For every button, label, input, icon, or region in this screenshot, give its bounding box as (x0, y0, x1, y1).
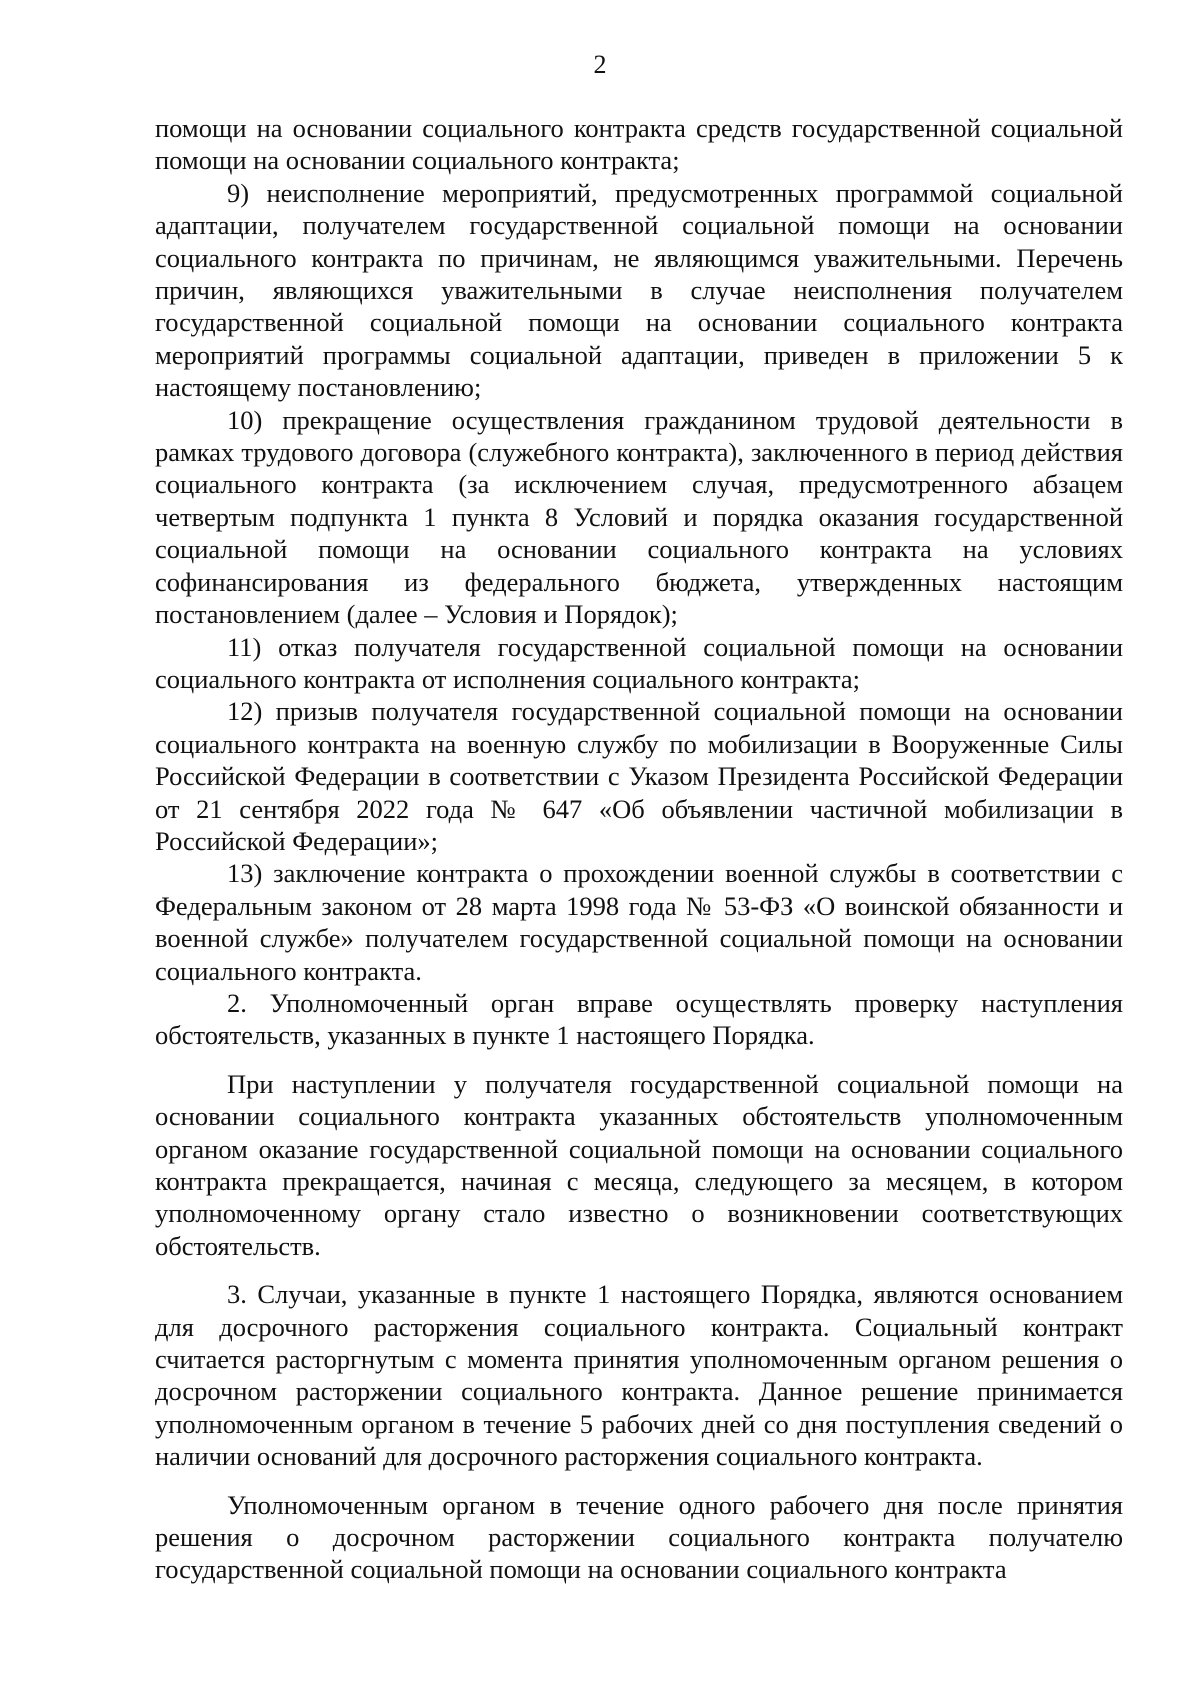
paragraph-notification: Уполномоченным органом в течение одного рабочего дня после принятия решения о досрочном расторжении социального контракта получателю государственной социальной помощи на основании социального контракта (155, 1489, 1123, 1585)
paragraph-continuation: помощи на основании социального контракта средств государственной социальной помощи на основании социального контракта; (155, 113, 1123, 176)
paragraph-section-3: 3. Случаи, указанные в пункте 1 настоящего Порядка, являются основанием для досрочного расторжения социального контракта. Социальный контракт считается расторгнутым с момента принятия уполномоченным органом решения о досрочном расторжении социального контракта. Данное решение принимается уполномоченным органом в течение 5 рабочих дней со дня поступления сведений о наличии оснований для досрочного расторжения социального контракта. (155, 1279, 1123, 1472)
paragraph-item-10: 10) прекращение осуществления гражданином трудовой деятельности в рамках трудового договора (служебного контракта), заключенного в период действия социального контракта (за исключением случая, предусмотренного абзацем четвертым подпункта 1 пункта 8 Условий и порядка оказания государственной социальной помощи на основании социального контракта на условиях софинансирования из федерального бюджета, утвержденных настоящим постановлением (далее – Условия и Порядок); (155, 404, 1123, 630)
document-body (155, 112, 1123, 1586)
paragraph-item-13: 13) заключение контракта о прохождении военной службы в соответствии с Федеральным законом от 28 марта 1998 года № 53-ФЗ «О воинской обязанности и военной службе» получателем государственной социальной помощи на основании социального контракта. (155, 858, 1123, 986)
paragraph-item-11: 11) отказ получателя государственной социальной помощи на основании социального контракта от исполнения социального контракта; (155, 631, 1123, 694)
paragraph-termination: При наступлении у получателя государственной социальной помощи на основании социального контракта указанных обстоятельств уполномоченным органом оказание государственной социальной помощи на основании социального контракта прекращается, начиная с месяца, следующего за месяцем, в котором уполномоченному органу стало известно о возникновении соответствующих обстоятельств. (155, 1068, 1123, 1261)
page-number: 2 (593, 50, 607, 79)
paragraph-section-2: 2. Уполномоченный орган вправе осуществлять проверку наступления обстоятельств, указанных в пункте 1 настоящего Порядка. (155, 987, 1123, 1051)
paragraph-item-9: 9) неисполнение мероприятий, предусмотренных программой социальной адаптации, получателем государственной социальной помощи на основании социального контракта по причинам, не являющимся уважительными. Перечень причин, являющихся уважительными в случае неисполнения получателем государственной социальной помощи на основании социального контракта мероприятий программы социальной адаптации, приведен в приложении 5 к настоящему постановлению; (155, 177, 1123, 403)
paragraph-item-12: 12) призыв получателя государственной социальной помощи на основании социального контракта на военную службу по мобилизации в Вооруженные Силы Российской Федерации в соответствии с Указом Президента Российской Федерации от 21 сентября 2022 года № 647 «Об объявлении частичной мобилизации в Российской Федерации»; (155, 696, 1123, 856)
